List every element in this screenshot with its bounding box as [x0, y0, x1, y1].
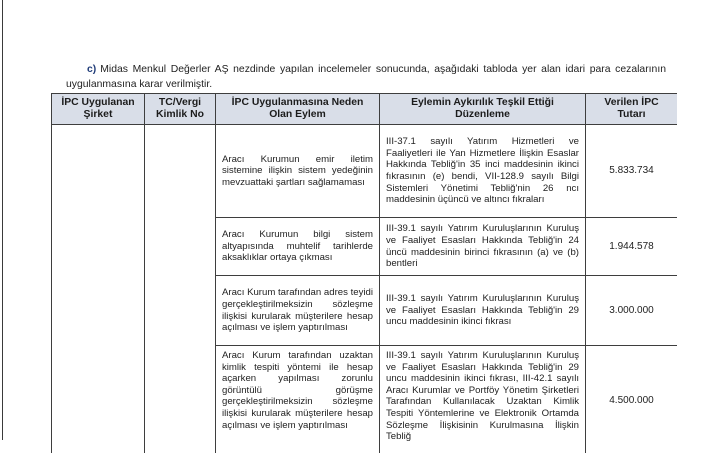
- header-action: İPC Uygulanmasına Neden Olan Eylem: [216, 94, 380, 125]
- action-cell: Aracı Kurum tarafından uzaktan kimlik tespiti yöntemi ile hesap açarken yapılması zorunlu görüntülü görüşme gerçekleştirilmeksizin sözleşme ilişkisi kurularak müşterilere hesap açılması ve işlem yaptırılması: [216, 346, 380, 453]
- action-cell: Aracı Kurumun emir iletim sistemine ilişkin sistem yedeğinin mevzuattaki şartları sağlamaması: [216, 125, 380, 218]
- page-left-border: [2, 0, 3, 440]
- intro-paragraph: [66, 62, 666, 92]
- penalty-table-container: [51, 93, 677, 453]
- header-company: İPC Uygulanan Şirket: [52, 94, 145, 125]
- header-regulation: Eylemin Aykırılık Teşkil Ettiği Düzenleme: [380, 94, 586, 125]
- table-row: [52, 125, 678, 218]
- regulation-cell: III-37.1 sayılı Yatırım Hizmetleri ve Faaliyetleri ile Yan Hizmetlere İlişkin Esaslar Hakkında Tebliğ'in 35 inci maddesinin ikinci fıkrasının (e) bendi, VII-128.9 sayılı Bilgi Sistemleri Yönetimi Tebliğ'nin 26 ncı maddesinin üçüncü ve altıncı fıkraları: [380, 125, 586, 218]
- action-cell: Aracı Kurum tarafından adres teyidi gerçekleştirilmeksizin sözleşme ilişkisi kurularak müşterilere hesap açılması ve işlem yaptırılması: [216, 276, 380, 346]
- amount-cell: 4.500.000: [586, 346, 678, 453]
- action-cell: Aracı Kurumun bilgi sistem altyapısında muhtelif tarihlerde aksaklıklar ortaya çıkması: [216, 218, 380, 276]
- regulation-cell: III-39.1 sayılı Yatırım Kuruluşlarının Kuruluş ve Faaliyet Esasları Hakkında Tebliğ'in 29 uncu maddesinin ikinci fıkrası: [380, 276, 586, 346]
- amount-cell: 1.944.578: [586, 218, 678, 276]
- regulation-cell: III-39.1 sayılı Yatırım Kuruluşlarının Kuruluş ve Faaliyet Esasları Hakkında Tebliğ'in 24 üncü maddesinin birinci fıkrasının (a) ve (b) bentleri: [380, 218, 586, 276]
- header-amount: Verilen İPC Tutarı: [586, 94, 678, 125]
- header-tax-id: TC/Vergi Kimlik No: [145, 94, 216, 125]
- amount-cell: 5.833.734: [586, 125, 678, 218]
- tax-id-cell: [145, 125, 216, 453]
- regulation-cell: III-39.1 sayılı Yatırım Kuruluşlarının Kuruluş ve Faaliyet Esasları Hakkında Tebliğ'in 29 uncu maddesinin ikinci fıkrası, III-42.1 sayılı Aracı Kurumlar ve Portföy Yönetim Şirketleri Tarafından Kullanılacak Uzaktan Kimlik Tespiti Yöntemlerine ve Elektronik Ortamda Sözleşme İlişkisinin Kurulmasına İlişkin Tebliğ: [380, 346, 586, 453]
- amount-cell: 3.000.000: [586, 276, 678, 346]
- intro-text: Midas Menkul Değerler AŞ nezdinde yapılan incelemeler sonucunda, aşağıdaki tabloda yer alan idari para cezalarının uygulanmasına karar verilmiştir.: [66, 64, 666, 90]
- table-header-row: [52, 94, 678, 125]
- intro-marker: c): [87, 64, 96, 75]
- company-cell: [52, 125, 145, 453]
- penalty-table: [51, 93, 677, 453]
